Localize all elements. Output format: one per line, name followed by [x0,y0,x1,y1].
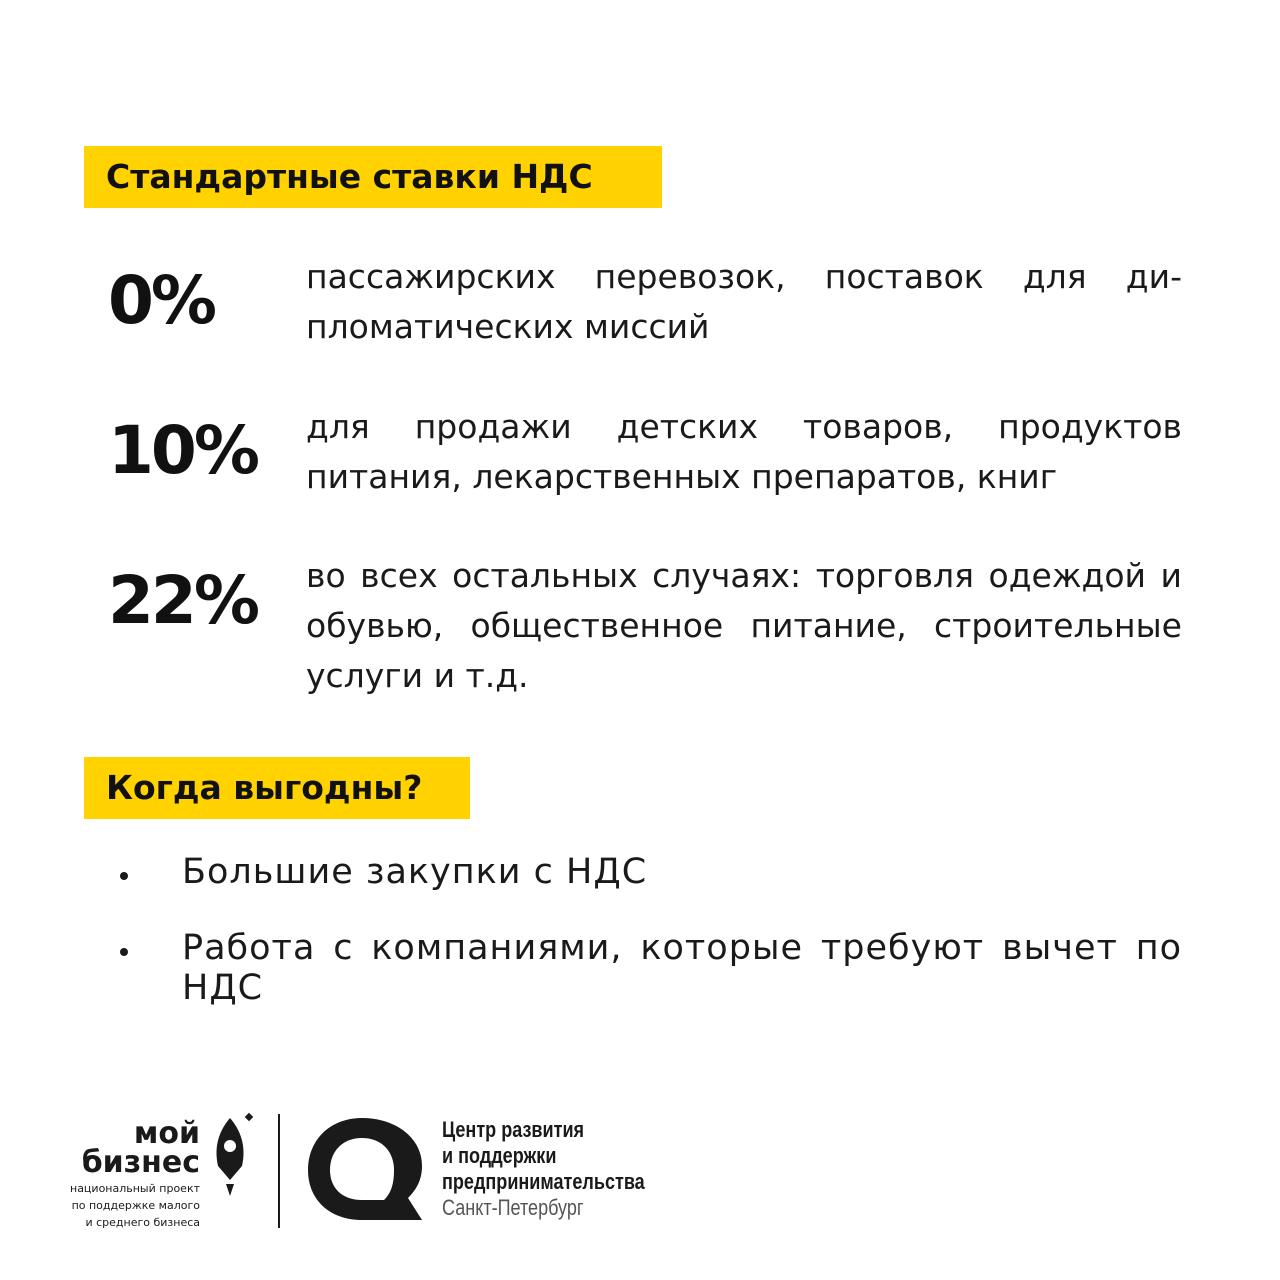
list-item-text: Работа с компаниями, которые требуют вычет по НДС [182,928,1182,1008]
rate-value-10: 10% [108,412,257,489]
org-block [442,1117,689,1221]
rate-description-0: пассажирских перевозок, поставок для дипломатических миссий [306,257,1182,346]
brand-subtitle-line2: по поддержке малого [71,1199,200,1212]
list-item-text: Большие закупки с НДС [182,852,648,892]
list-item [110,852,1182,892]
brand-subtitle-line1: национальный проект [70,1182,200,1195]
section-title-benefits: Когда выгодны? [84,757,470,819]
rate-description-22: во всех остальных случаях: торговля одеждой и обувью, общественное питание, строительные услуги и т.д. [306,556,1182,695]
brand-block [70,1116,200,1229]
org-name-line2: и поддержки [442,1143,557,1168]
footer-divider [278,1114,280,1228]
list-item [110,928,1182,1008]
org-city: Санкт-Петербург [442,1195,584,1220]
bullet-icon [120,948,128,956]
rocket-pin-icon [206,1112,254,1198]
rate-value-22: 22% [108,562,257,639]
brand-name-line2: бизнес [81,1145,200,1180]
bullet-icon [120,872,128,880]
section-title-rates: Стандартные ставки НДС [84,146,662,208]
brand-name-line1: мой [133,1116,200,1151]
brand-subtitle-line3: и среднего бизнеса [85,1216,200,1229]
org-name-line1: Центр развития [442,1117,585,1142]
rate-value-0: 0% [108,262,215,339]
speech-bubble-icon [304,1114,428,1224]
org-name-line3: предпринимательства [442,1169,645,1194]
rate-description-10: для продажи детских товаров, продуктов питания, лекарственных препаратов, книг [306,407,1182,496]
